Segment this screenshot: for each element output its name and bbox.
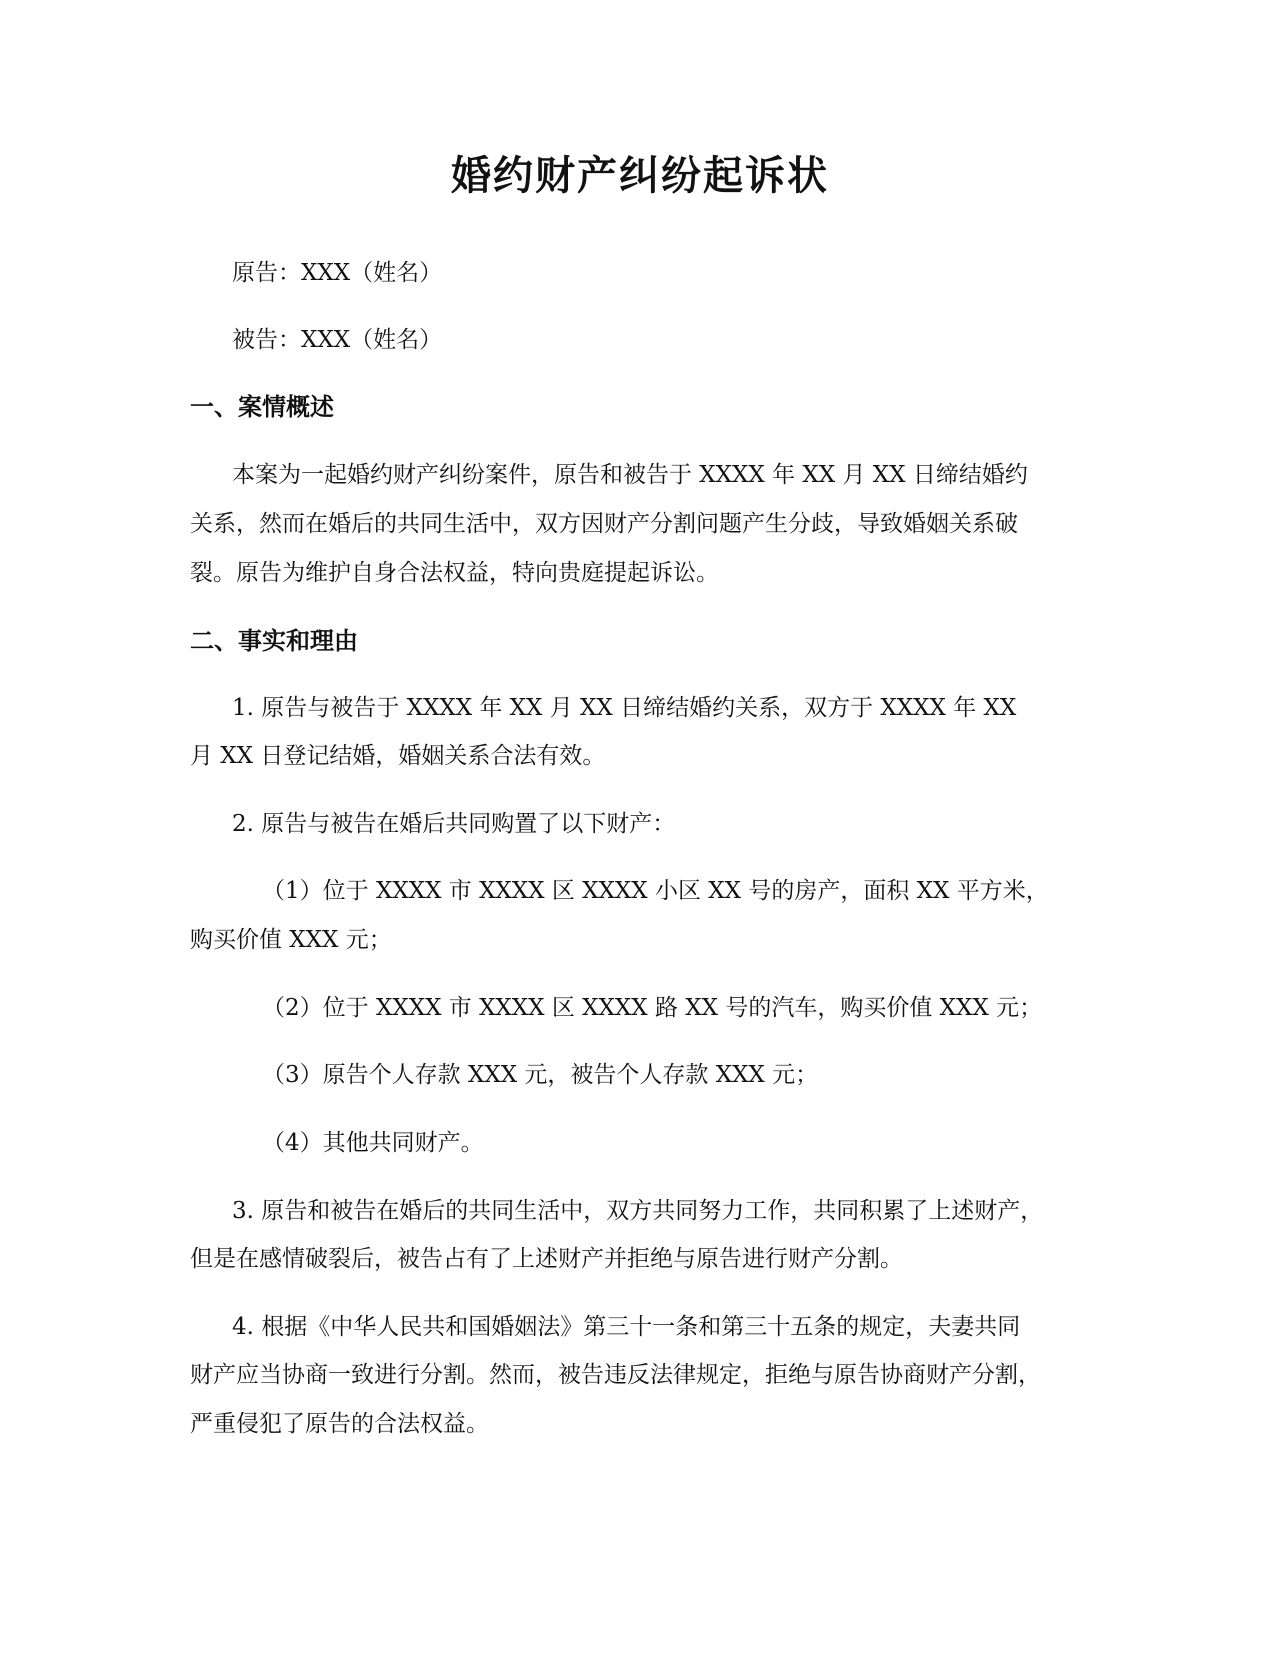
item-4-line: 4. 根据《中华人民共和国婚姻法》第三十一条和第三十五条的规定，夫妻共同 bbox=[232, 1314, 1021, 1340]
item-1-line: 1. 原告与被告于 XXXX 年 XX 月 XX 日缔结婚约关系，双方于 XXXX 年 XX bbox=[232, 695, 1017, 721]
sub-item-2-line: （2）位于 XXXX 市 XXXX 区 XXXX 路 XX 号的汽车，购买价值 XXX 元； bbox=[262, 995, 1043, 1021]
sub-item-3-line: （3）原告个人存款 XXX 元，被告个人存款 XXX 元； bbox=[262, 1062, 819, 1088]
document-title: 婚约财产纠纷起诉状 bbox=[451, 153, 829, 199]
plaintiff-line: 原告：XXX（姓名） bbox=[232, 260, 443, 286]
item-4-line: 财产应当协商一致进行分割。然而，被告违反法律规定，拒绝与原告协商财产分割， bbox=[190, 1362, 1041, 1388]
paragraph-line: 裂。原告为维护自身合法权益，特向贵庭提起诉讼。 bbox=[190, 560, 719, 586]
item-1-line: 月 XX 日登记结婚，婚姻关系合法有效。 bbox=[190, 743, 606, 769]
paragraph-line: 本案为一起婚约财产纠纷案件，原告和被告于 XXXX 年 XX 月 XX 日缔结婚约 bbox=[232, 462, 1028, 488]
sub-item-4-line: （4）其他共同财产。 bbox=[262, 1130, 484, 1156]
section-heading-facts-and-reasons: 二、事实和理由 bbox=[190, 627, 358, 655]
section-heading-case-summary: 一、案情概述 bbox=[190, 393, 334, 421]
sub-item-1-line: （1）位于 XXXX 市 XXXX 区 XXXX 小区 XX 号的房产，面积 XX 平方米， bbox=[262, 878, 1049, 904]
defendant-line: 被告：XXX（姓名） bbox=[232, 327, 443, 353]
item-3-line: 3. 原告和被告在婚后的共同生活中，双方共同努力工作，共同积累了上述财产， bbox=[232, 1198, 1044, 1224]
sub-item-1-line: 购买价值 XXX 元； bbox=[190, 927, 392, 953]
paragraph-line: 关系，然而在婚后的共同生活中，双方因财产分割问题产生分歧，导致婚姻关系破 bbox=[190, 511, 1018, 537]
item-3-line: 但是在感情破裂后，被告占有了上述财产并拒绝与原告进行财产分割。 bbox=[190, 1246, 903, 1272]
item-2-line: 2. 原告与被告在婚后共同购置了以下财产： bbox=[232, 811, 676, 837]
item-4-line: 严重侵犯了原告的合法权益。 bbox=[190, 1411, 489, 1437]
